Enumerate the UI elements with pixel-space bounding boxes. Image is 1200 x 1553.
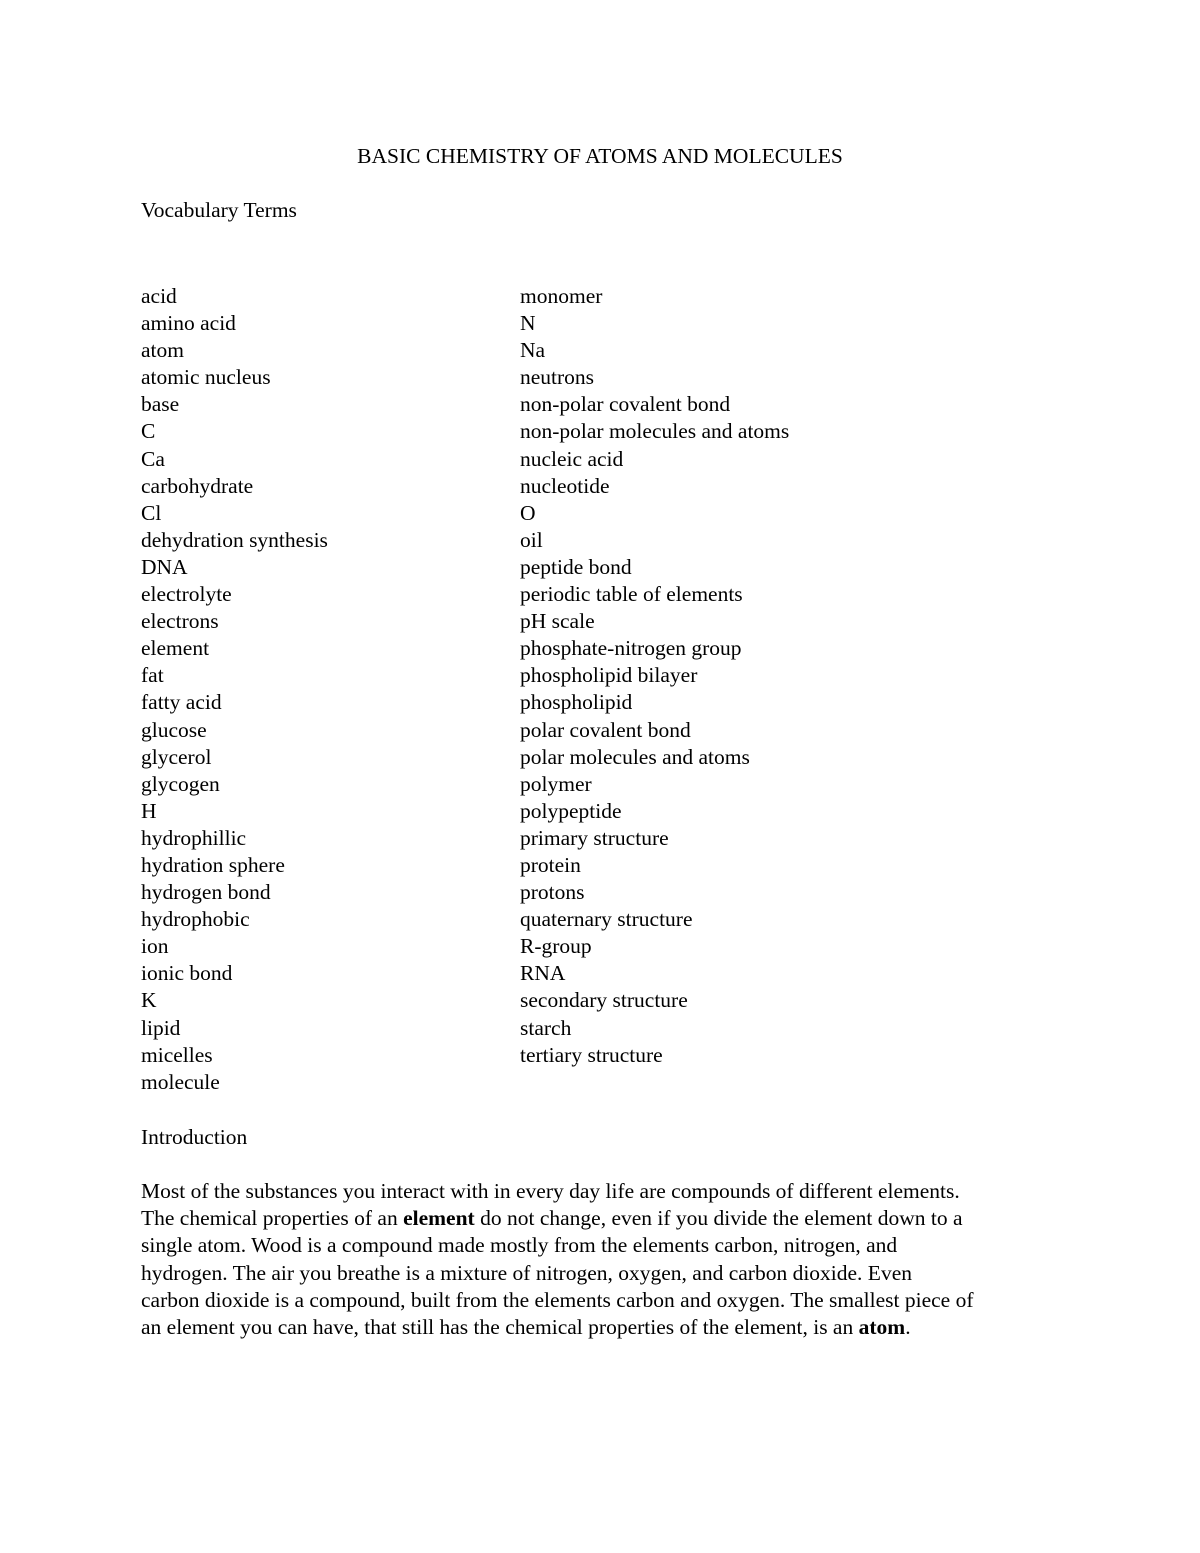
vocabulary-term: polymer [520,771,592,796]
vocabulary-term: glycogen [141,771,220,796]
vocabulary-term: fat [141,663,164,688]
vocabulary-term: polar covalent bond [520,717,691,742]
vocabulary-term: primary structure [520,825,669,850]
intro-line [141,1205,1071,1232]
vocabulary-term: non-polar covalent bond [520,392,731,417]
vocabulary-term: molecule [141,1069,220,1094]
vocabulary-term: protein [520,852,581,877]
intro-line [141,1314,1071,1341]
vocabulary-term: secondary structure [520,988,688,1013]
introduction-paragraph [141,1178,1071,1341]
vocabulary-list-left [141,283,328,1096]
vocabulary-term: hydration sphere [141,852,285,877]
vocabulary-term: Cl [141,500,162,525]
vocabulary-term: electrons [141,609,219,634]
vocabulary-term: non-polar molecules and atoms [520,419,790,444]
vocabulary-term: lipid [141,1015,181,1040]
vocabulary-term: electrolyte [141,582,232,607]
intro-text: single atom. Wood is a compound made mostly from the elements carbon, nitrogen, and [141,1233,898,1258]
intro-text: hydrogen. The air you breathe is a mixture of nitrogen, oxygen, and carbon dioxide. Even [141,1260,912,1285]
vocabulary-term: nucleic acid [520,446,624,471]
vocabulary-term: carbohydrate [141,473,254,498]
vocabulary-term: phospholipid bilayer [520,663,698,688]
vocabulary-term: neutrons [520,365,595,390]
vocabulary-term: ion [141,934,169,959]
vocabulary-term: peptide bond [520,554,632,579]
vocabulary-term: glycerol [141,744,212,769]
intro-text: an element you can have, that still has the chemical properties of the element, is an [141,1314,859,1339]
vocabulary-term: monomer [520,284,603,308]
vocabulary-term: tertiary structure [520,1042,663,1067]
vocabulary-term: periodic table of elements [520,582,743,607]
vocabulary-term: glucose [141,717,207,742]
vocabulary-term: atomic nucleus [141,365,271,390]
vocabulary-term: DNA [141,554,188,579]
vocabulary-term: starch [520,1015,572,1040]
vocabulary-term: hydrophobic [141,907,250,932]
intro-text: Most of the substances you interact with in every day life are compounds of different elements. [141,1179,960,1203]
vocabulary-term: amino acid [141,311,236,336]
vocabulary-term: R-group [520,934,592,959]
vocabulary-term: hydrogen bond [141,880,271,905]
vocabulary-term: C [141,419,156,444]
vocabulary-term: oil [520,527,543,552]
vocabulary-term: H [141,798,157,823]
term-element-bold: element [403,1206,475,1231]
vocabulary-term: phosphate-nitrogen group [520,636,742,661]
intro-text: The chemical properties of an [141,1206,404,1231]
intro-text: carbon dioxide is a compound, built from the elements carbon and oxygen. The smallest piece of [141,1287,974,1312]
vocabulary-term: RNA [520,961,566,986]
vocabulary-term: polar molecules and atoms [520,744,750,769]
intro-line [141,1260,1071,1287]
vocabulary-term: hydrophillic [141,825,247,850]
vocabulary-term: nucleotide [520,473,610,498]
vocabulary-term: O [520,500,536,525]
vocabulary-term: Ca [141,446,165,471]
vocabulary-term: K [141,988,157,1013]
vocabulary-term: Na [520,338,546,363]
vocabulary-term: pH scale [520,609,595,634]
introduction-heading: Introduction [141,1125,248,1149]
vocabulary-term: polypeptide [520,798,622,823]
vocabulary-heading: Vocabulary Terms [141,198,297,222]
intro-line [141,1287,1071,1314]
vocabulary-list-right [520,283,789,1069]
vocabulary-term: N [520,311,536,336]
vocabulary-term: dehydration synthesis [141,527,328,552]
vocabulary-term: base [141,392,180,417]
vocabulary-term: fatty acid [141,690,222,715]
intro-line [141,1232,1071,1259]
vocabulary-term: micelles [141,1042,213,1067]
term-atom-bold: atom [858,1314,906,1339]
intro-text: . [905,1314,911,1339]
intro-line [141,1178,1071,1205]
vocabulary-term: atom [141,338,184,363]
vocabulary-term: protons [520,880,585,905]
vocabulary-term: acid [141,284,177,308]
vocabulary-term: quaternary structure [520,907,693,932]
vocabulary-term: element [141,636,210,661]
vocabulary-term: ionic bond [141,961,233,986]
vocabulary-term: phospholipid [520,690,633,715]
intro-text: do not change, even if you divide the element down to a [474,1206,963,1231]
document-title: BASIC CHEMISTRY OF ATOMS AND MOLECULES [357,144,843,168]
